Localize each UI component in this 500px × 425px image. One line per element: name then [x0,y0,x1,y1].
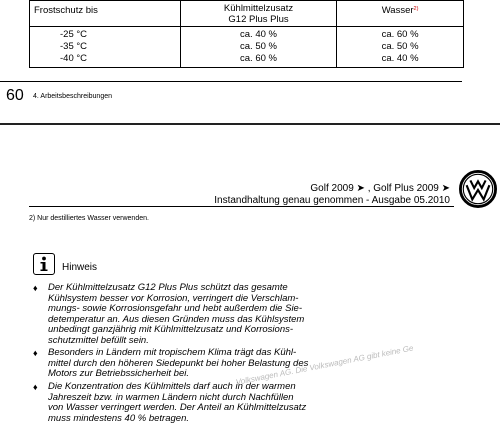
table-header-row [30,1,464,27]
watermark: Volkswagen AG. Die Volkswagen AG gibt keine Ge [235,343,415,387]
page-separator [0,123,500,125]
bullet-symbol: ♦ [33,283,38,293]
page-number: 60 [6,87,24,104]
bullet-text: Der Kühlmittelzusatz G12 Plus Plus schützt das gesamte Kühlsystem besser vor Korrosion, verringert die Verschlam- mungs- sowie Korrosionsgefahr und hebt außerdem die Sie- detemperatur an. Aus diesen Gründen muss das Kühlsystem unbedingt ganzjährig mit Kühlmittelzusatz und Korrosions- schutzmittel befüllt sein. [48,282,305,346]
bullet-symbol: ♦ [33,348,38,358]
antifreeze-table [29,0,464,68]
additive-cell: ca. 40 % ca. 50 % ca. 60 % [180,27,336,68]
info-icon [33,253,55,275]
bullet-symbol: ♦ [33,382,38,392]
list-item [33,283,463,347]
bullet-text: Besonders in Ländern mit tropischem Klima trägt das Kühl- mittel durch den höheren Siedepunkt bei hoher Belastung des Motors zur Betriebssicherheit bei. [48,347,309,379]
hinweis-label: Hinweis [62,262,98,273]
frost-cell: -25 °C -35 °C -40 °C [30,27,181,68]
header-rule [29,206,454,207]
bullet-text: Die Konzentration des Kühlmittels darf auch in der warmen Jahreszeit bzw. in warmen Ländern nicht durch Nachfüllen von Wasser verringert werden. Der Anteil an Kühlmittelzusatz muss mindestens 40 % betragen. [48,381,307,424]
section-title: 4. Arbeitsbeschreibungen [33,93,112,100]
header-subtitle: Instandhaltung genau genommen - Ausgabe 05.2010 [214,195,450,206]
footnote-text: 2) Nur destilliertes Wasser verwenden. [29,215,149,222]
vw-logo-icon [459,170,497,208]
header-frost: Frostschutz bis [30,1,181,27]
header-models: Golf 2009 ➤ , Golf Plus 2009 ➤ [310,183,450,194]
footer-rule [0,81,462,82]
water-cell: ca. 60 % ca. 50 % ca. 40 % [337,27,464,68]
list-item [33,382,463,425]
header-additive: Kühlmittelzusatz G12 Plus Plus [180,1,336,27]
table-row [30,27,464,68]
footnote-marker: 2) [413,6,419,12]
header-water: Wasser$^{2)}$ [337,1,464,27]
